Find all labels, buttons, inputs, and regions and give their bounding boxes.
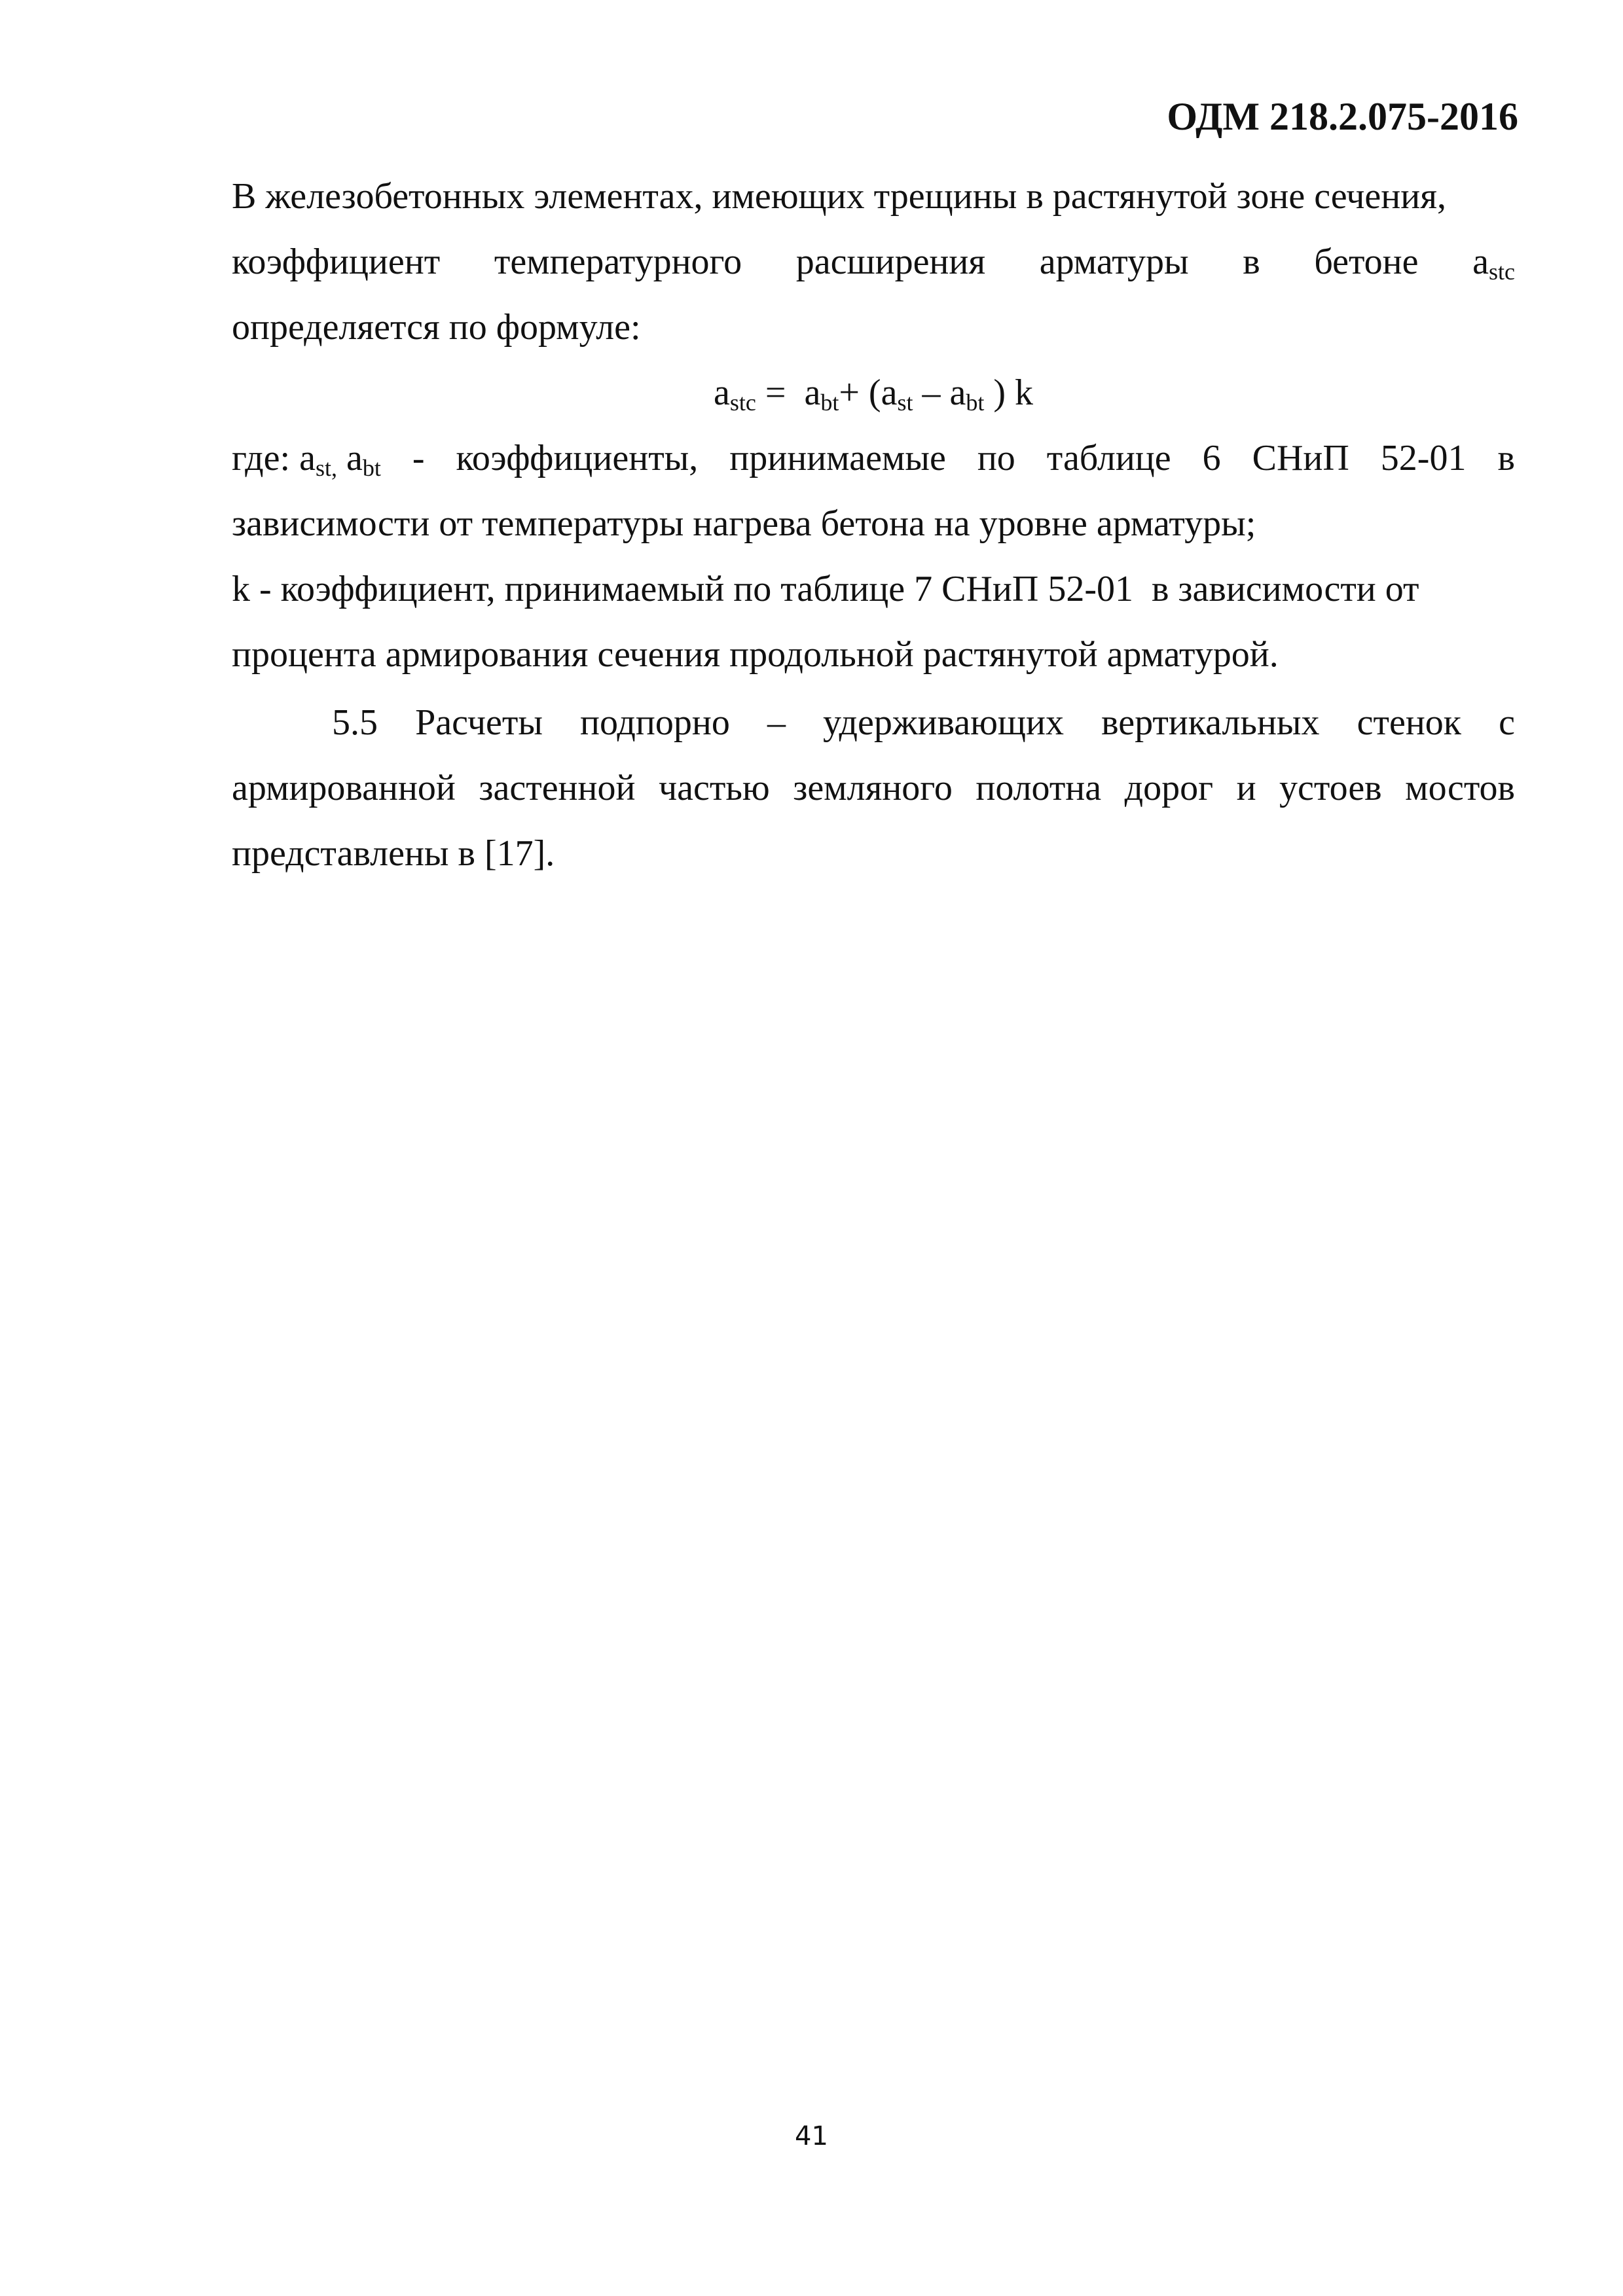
word: вертикальных — [1101, 702, 1320, 743]
paragraph-line-justified — [332, 704, 1515, 741]
word: коэффициент — [232, 242, 441, 282]
text-line: процента армирования сечения продольной растянутой арматурой. — [232, 634, 1279, 675]
word: таблице — [1046, 438, 1171, 478]
text-line: представлены в [17]. — [232, 833, 555, 874]
text-line: В железобетонных элементах, имеющих трещины в растянутой зоне сечения, — [232, 176, 1446, 217]
page-number: 41 — [795, 2121, 828, 2151]
word: армированной — [232, 768, 456, 808]
word: бетоне — [1314, 242, 1419, 282]
word: принимаемые — [729, 438, 946, 478]
word: – — [767, 702, 786, 743]
word: и — [1236, 768, 1256, 808]
word: коэффициенты, — [456, 438, 699, 478]
math-symbol: $a_{stc}$ — [714, 372, 756, 416]
word: стенок — [1357, 702, 1462, 743]
word: - — [412, 438, 425, 478]
word: в — [1243, 242, 1260, 282]
math-symbol: $a_{bt}$ — [949, 372, 985, 416]
paragraph-line — [232, 178, 1515, 215]
paragraph-line — [232, 835, 1515, 872]
word: расширения — [795, 242, 986, 282]
word: СНиП — [1252, 438, 1349, 478]
word: дорог — [1124, 768, 1214, 808]
word: полотна — [976, 768, 1102, 808]
text-line: k - коэффициент, принимаемый по таблице 7 СНиП 52-01 в зависимости от — [232, 569, 1419, 609]
word: температурного — [494, 242, 742, 282]
formula: $a_{stc} = a_{bt}+ (a_{st} - a_{bt}$ ) k — [714, 372, 1033, 416]
text-line: определяется по формуле: — [232, 307, 641, 348]
word: удерживающих — [823, 702, 1064, 743]
word: подпорно — [580, 702, 730, 743]
math-symbol: $a_{bt}$ — [346, 438, 381, 481]
word: Расчеты — [415, 702, 543, 743]
math-symbol: $a_{stc}$ — [1472, 242, 1515, 285]
paragraph-line-justified — [232, 770, 1515, 806]
document-code-header: ОДМ 218.2.075-2016 — [1167, 95, 1518, 138]
word: по — [977, 438, 1015, 478]
math-symbol: $a_{bt}$ — [804, 372, 839, 416]
math-subscript: stc — [1489, 259, 1515, 285]
math-symbol: $a_{st,}$ — [299, 438, 337, 481]
word: застенной — [479, 768, 636, 808]
paragraph-line — [232, 571, 1515, 607]
word: устоев — [1279, 768, 1382, 808]
word: 52-01 — [1380, 438, 1467, 478]
word: 6 — [1202, 438, 1221, 478]
word: земляного — [793, 768, 953, 808]
paragraph-line-justified — [232, 438, 1515, 481]
text-line: зависимости от температуры нагрева бетона на уровне арматуры; — [232, 503, 1256, 544]
paragraph-line — [232, 636, 1515, 673]
word: с — [1499, 702, 1515, 743]
paragraph-line-justified — [232, 242, 1515, 285]
paragraph-line — [232, 309, 1515, 346]
section-number: 5.5 — [332, 702, 378, 743]
word: в — [1497, 438, 1515, 478]
math-symbol: $a_{st}$ — [881, 372, 913, 416]
paragraph-line — [232, 505, 1515, 542]
where-lead: где: $a_{st,}$ $a_{bt}$ — [232, 438, 381, 481]
word: мостов — [1405, 768, 1515, 808]
word: арматуры — [1039, 242, 1189, 282]
word: частью — [658, 768, 770, 808]
